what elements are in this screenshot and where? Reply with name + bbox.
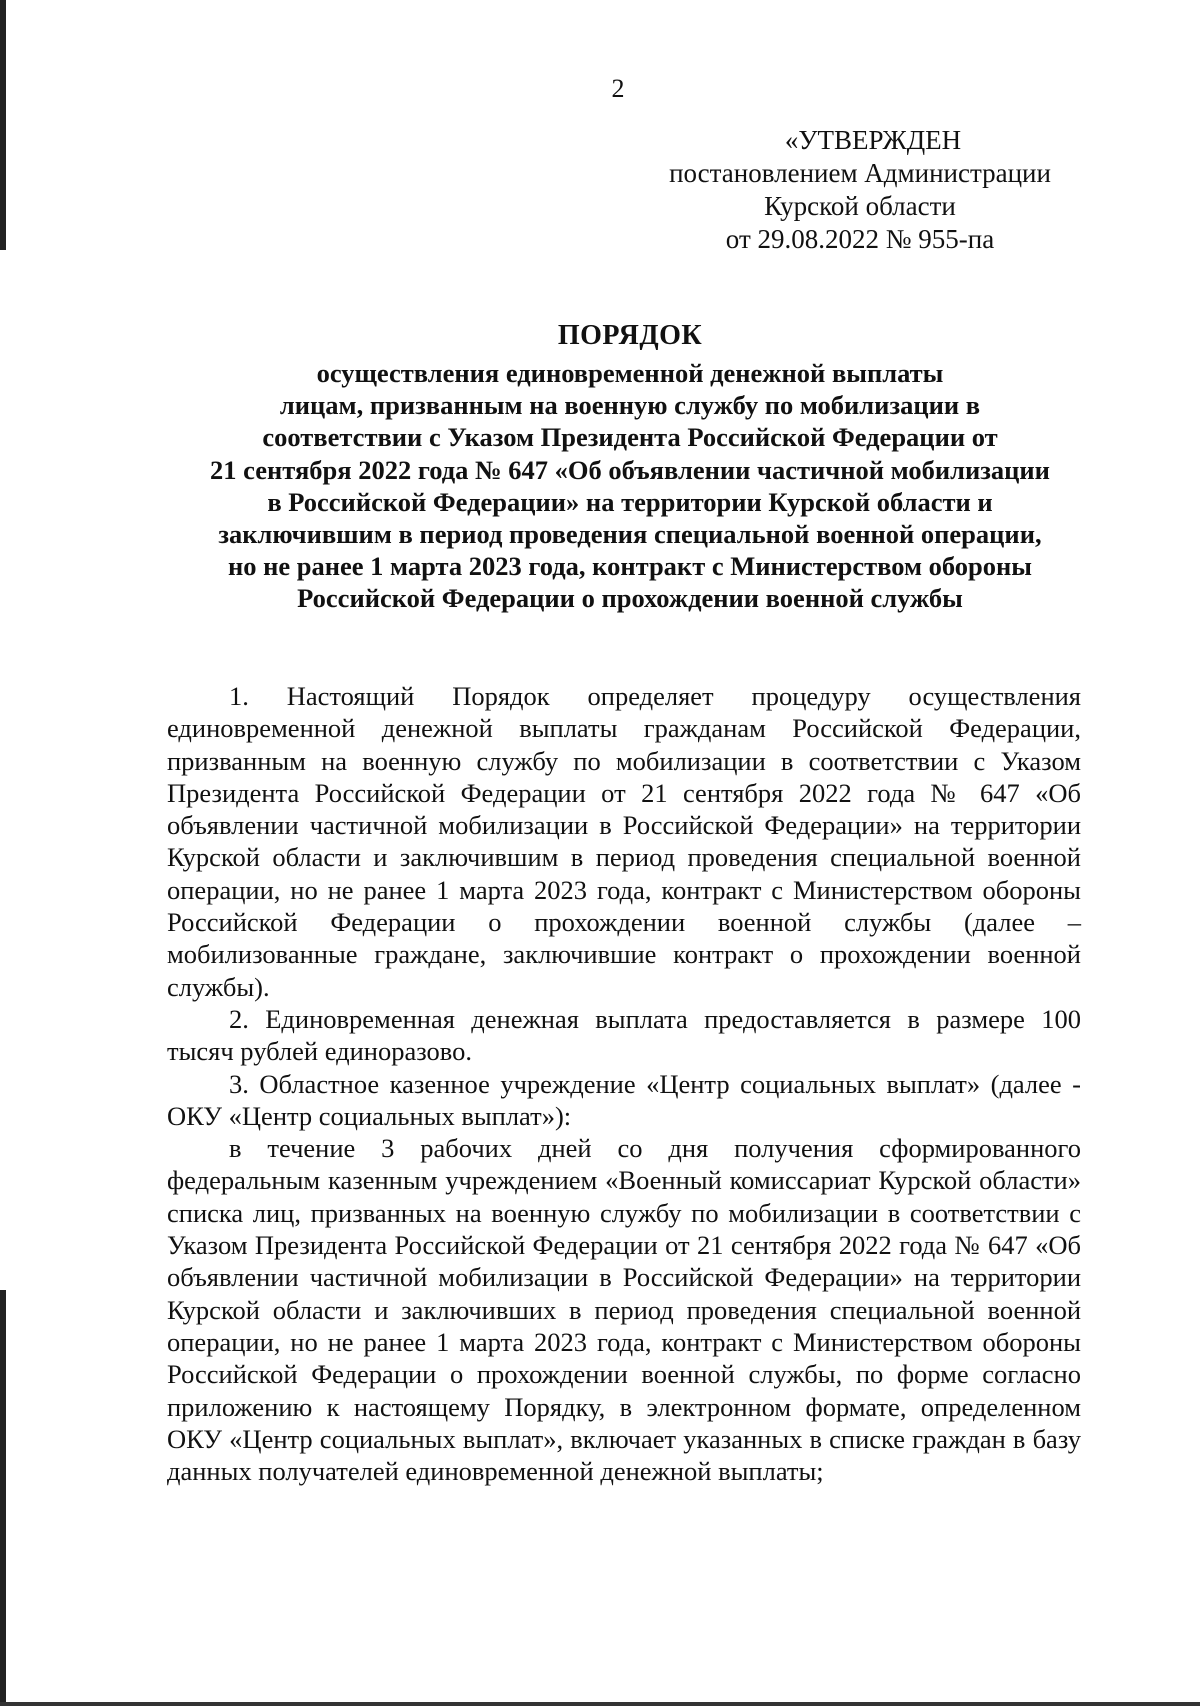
- title-line: но не ранее 1 марта 2023 года, контракт с Министерством обороны: [227, 551, 1033, 582]
- title-line: лицам, призванным на военную службу по мобилизации в: [279, 390, 981, 421]
- approval-line-approved: «УТВЕРЖДЕН: [784, 125, 962, 155]
- approval-stamp-block: [640, 124, 1080, 256]
- page-number: 2: [611, 74, 625, 103]
- scan-edge-bottom-left: [0, 1290, 6, 1706]
- title-line: в Российской Федерации» на территории Курской области и: [267, 486, 993, 517]
- paragraph-2: 2. Единовременная денежная выплата предоставляется в размере 100 тысяч рублей единоразово.: [167, 1003, 1081, 1067]
- title-heading: ПОРЯДОК: [557, 320, 703, 351]
- approval-line-resolution: постановлением Администрации: [669, 158, 1051, 188]
- approval-line-region: Курской области: [764, 191, 956, 221]
- title-line: соответствии с Указом Президента Российской Федерации от: [262, 422, 998, 453]
- document-title: [130, 319, 1130, 615]
- paragraph-3-subitem: в течение 3 рабочих дней со дня получения сформированного федеральным казенным учреждением «Военный комиссариат Курской области» списка лиц, призванных на военную службу по мобилизации в соответствии с Указом Президента Российской Федерации от 21 сентября 2022 года № 647 «Об объявлении частичной мобилизации в Российской Федерации» на территории Курской области и заключивших в период проведения специальной военной операции, но не ранее 1 марта 2023 года, контракт с Министерством обороны Российской Федерации о прохождении военной службы, по форме согласно приложению к настоящему Порядку, в электронном формате, определенном ОКУ «Центр социальных выплат», включает указанных в списке граждан в базу данных получателей единовременной денежной выплаты;: [167, 1133, 1081, 1487]
- scan-edge-top-left: [0, 0, 6, 250]
- title-line: Российской Федерации о прохождении военной службы: [297, 583, 963, 614]
- title-line: осуществления единовременной денежной выплаты: [316, 358, 944, 388]
- document-body: [167, 680, 1081, 1487]
- scan-edge-bottom: [0, 1702, 1200, 1706]
- paragraph-1: 1. Настоящий Порядок определяет процедуру осуществления единовременной денежной выплаты гражданам Российской Федерации, призванным на военную службу по мобилизации в соответствии с Указом Президента Российской Федерации от 21 сентября 2022 года № 647 «Об объявлении частичной мобилизации в Российской Федерации» на территории Курской области и заключившим в период проведения специальной военной операции, но не ранее 1 марта 2023 года, контракт с Министерством обороны Российской Федерации о прохождении военной службы (далее – мобилизованные граждане, заключившие контракт о прохождении военной службы).: [167, 681, 1081, 1002]
- paragraph-3: 3. Областное казенное учреждение «Центр социальных выплат» (далее - ОКУ «Центр социальных выплат»):: [167, 1068, 1081, 1131]
- title-line: заключившим в период проведения специальной военной операции,: [218, 519, 1042, 550]
- approval-line-date-number: от 29.08.2022 № 955-па: [725, 224, 995, 254]
- title-line: 21 сентября 2022 года № 647 «Об объявлении частичной мобилизации: [210, 454, 1050, 485]
